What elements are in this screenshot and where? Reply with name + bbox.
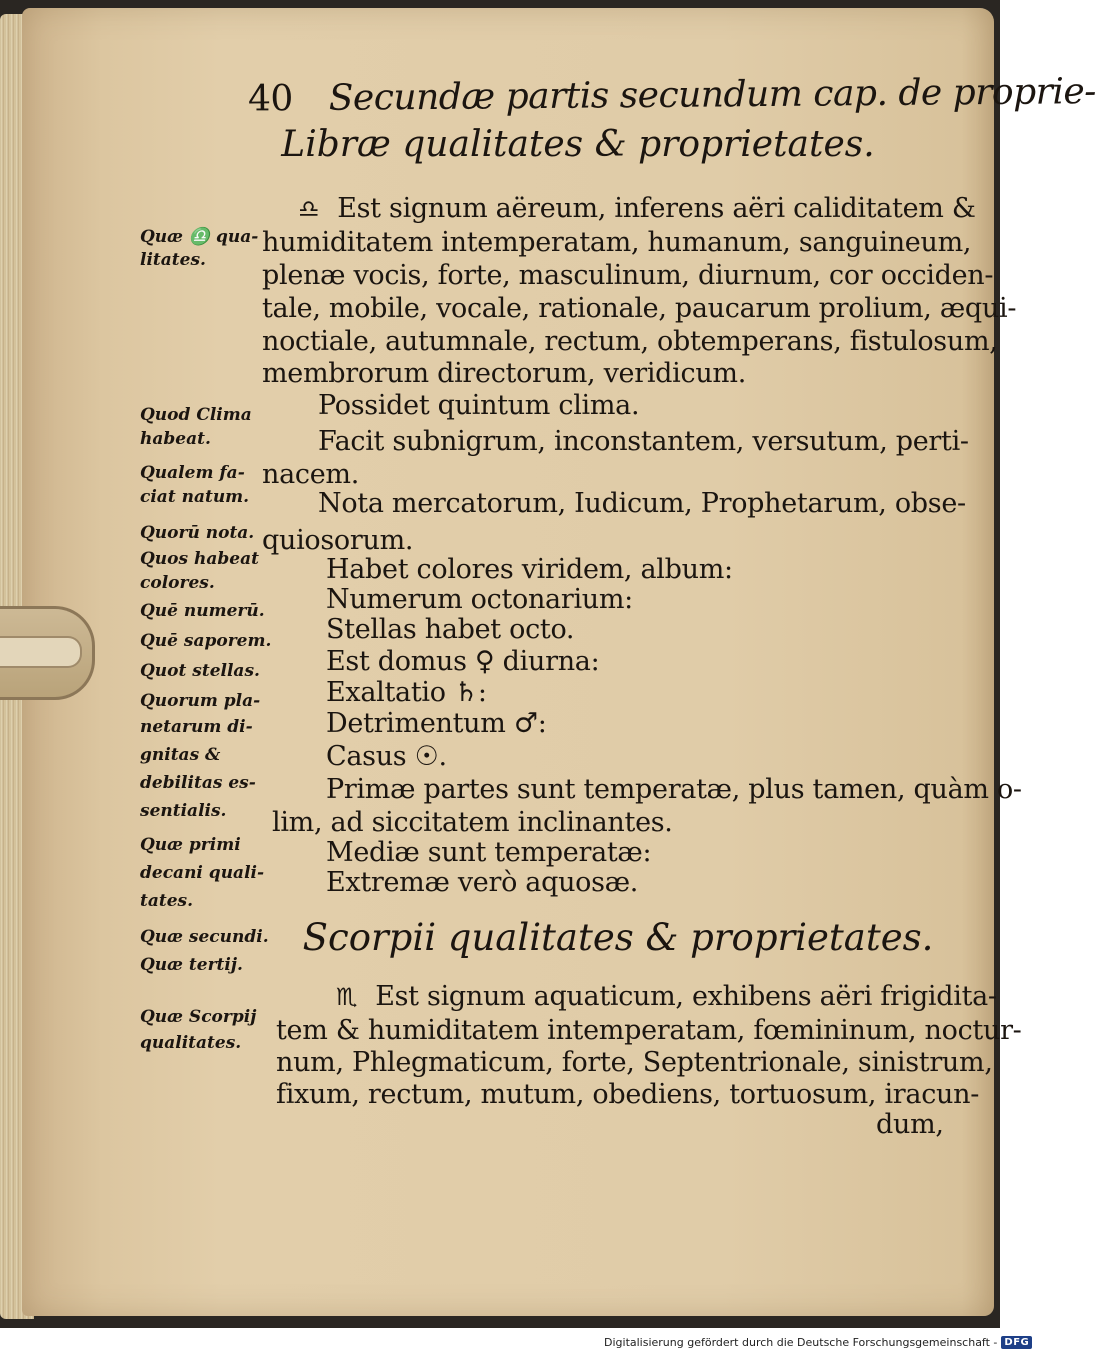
body-line: Exaltatio ♄:	[326, 677, 487, 708]
marginal-note: Quos habeat	[140, 549, 259, 569]
body-line: Primæ partes sunt temperatæ, plus tamen, quàm o-	[326, 774, 1022, 805]
digitization-credit	[604, 1333, 1032, 1351]
body-line: tale, mobile, vocale, rationale, paucarum prolium, æqui-	[262, 293, 1017, 324]
marginal-note: colores.	[140, 573, 215, 593]
body-line: dum,	[876, 1109, 944, 1140]
body-line: humiditatem intemperatam, humanum, sanguineum,	[262, 227, 972, 258]
section-title-libra: Libræ qualitates & proprietates.	[281, 124, 875, 165]
body-line: Numerum octonarium:	[326, 584, 633, 615]
marginal-note: habeat.	[140, 429, 211, 449]
body-line: ♏ Est signum aquaticum, exhibens aëri frigidita-	[336, 981, 997, 1012]
marginal-note: decani quali-	[140, 863, 265, 883]
body-line: Casus ☉.	[326, 741, 447, 772]
body-line: quiosorum.	[262, 525, 414, 556]
marginal-note: debilitas es-	[140, 773, 256, 793]
marginal-note: Quod Clima	[140, 405, 252, 425]
marginal-note: sentialis.	[140, 801, 227, 821]
body-line: Habet colores viridem, album:	[326, 554, 733, 585]
marginal-note: Quē numerū.	[140, 601, 265, 621]
body-line: noctiale, autumnale, rectum, obtemperans, fistulosum,	[262, 326, 998, 357]
marginal-note: Qualem fa-	[140, 463, 245, 483]
marginal-note: Quæ Scorpij	[140, 1007, 257, 1027]
marginal-note: netarum di-	[140, 717, 253, 737]
book-clip-slot	[0, 636, 82, 668]
marginal-note: Quorū nota.	[140, 523, 255, 543]
marginal-note: Quæ secundi.	[140, 927, 269, 947]
body-line: fixum, rectum, mutum, obediens, tortuosum, iracun-	[276, 1079, 980, 1110]
body-line: num, Phlegmaticum, forte, Septentrionale, sinistrum,	[276, 1047, 993, 1078]
libra-sign-icon: ♎	[298, 195, 320, 223]
marginal-note: Quorum pla-	[140, 691, 261, 711]
body-line: Extremæ verò aquosæ.	[326, 867, 639, 898]
marginal-note: Quē saporem.	[140, 631, 272, 651]
marginal-note: ciat natum.	[140, 487, 250, 507]
marginal-note: qualitates.	[140, 1033, 242, 1053]
body-line: Facit subnigrum, inconstantem, versutum, perti-	[318, 426, 969, 457]
body-line: Detrimentum ♂:	[326, 708, 547, 739]
marginal-note: tates.	[140, 891, 194, 911]
body-line: ♎ Est signum aëreum, inferens aëri caliditatem &	[298, 193, 976, 224]
marginal-note: Quot stellas.	[140, 661, 260, 681]
body-line: Est domus ♀ diurna:	[326, 646, 600, 677]
body-line: Mediæ sunt temperatæ:	[326, 837, 652, 868]
body-line: Possidet quintum clima.	[318, 390, 640, 421]
body-line: tem & humiditatem intemperatam, fœmininum, noctur-	[276, 1015, 1022, 1046]
running-head	[247, 71, 1097, 128]
body-line: plenæ vocis, forte, masculinum, diurnum, cor occiden-	[262, 260, 994, 291]
body-line: lim, ad siccitatem inclinantes.	[272, 807, 673, 838]
page-number: 40	[247, 78, 293, 120]
marginal-note: litates.	[140, 250, 206, 270]
body-line: Nota mercatorum, Iudicum, Prophetarum, obse-	[318, 488, 966, 519]
dfg-logo: DFG	[1001, 1336, 1032, 1349]
credit-text: Digitalisierung gefördert durch die Deutsche Forschungsgemeinschaft -	[604, 1335, 998, 1349]
section-title-scorpio: Scorpii qualitates & proprietates.	[302, 916, 934, 959]
running-head-text: Secundæ partis secundum cap. de proprie-	[328, 71, 1097, 119]
marginal-note: Quæ primi	[140, 835, 241, 855]
body-line: membrorum directorum, veridicum.	[262, 358, 746, 389]
marginal-note: gnitas &	[140, 745, 221, 765]
marginal-note: Quæ tertij.	[140, 955, 243, 975]
body-line: nacem.	[262, 459, 359, 490]
body-line: Stellas habet octo.	[326, 614, 575, 645]
scorpio-sign-icon: ♏	[336, 983, 358, 1011]
marginal-note: Quæ ♎ qua-	[140, 227, 259, 247]
